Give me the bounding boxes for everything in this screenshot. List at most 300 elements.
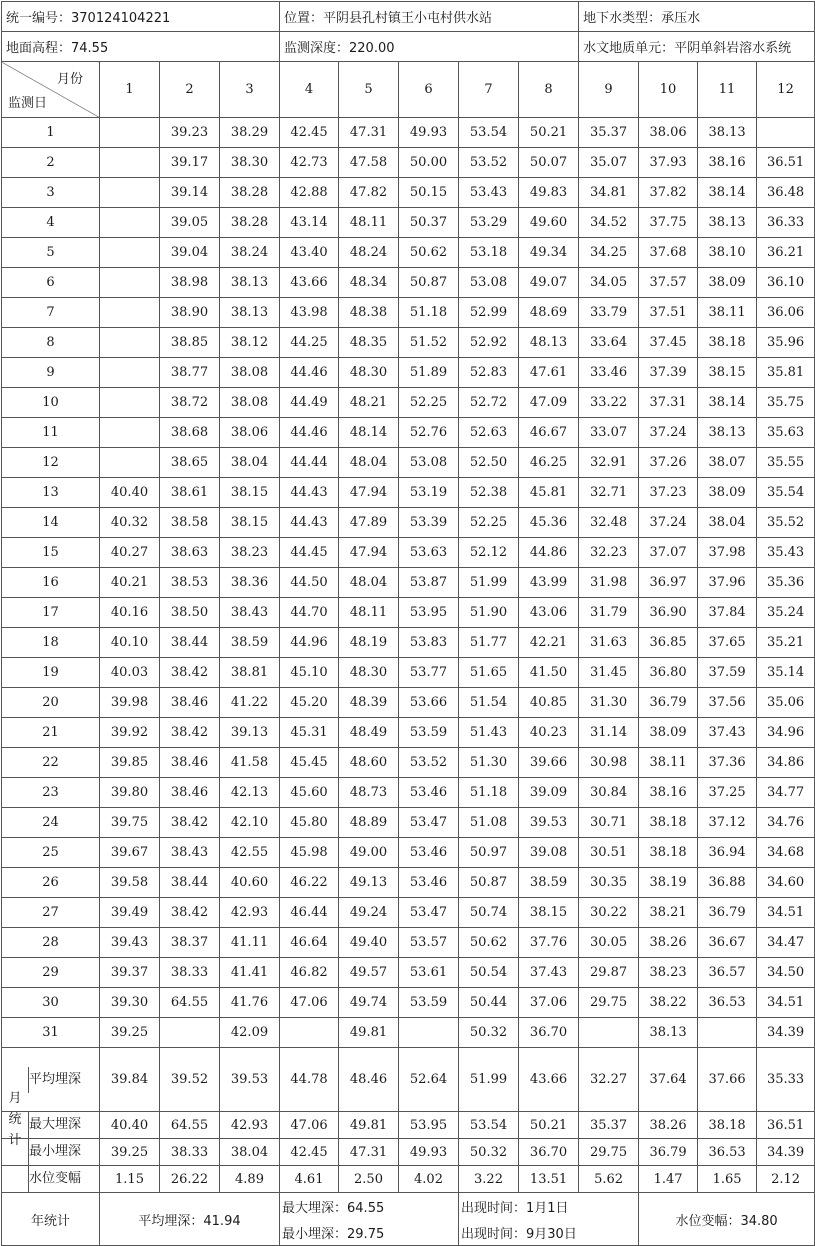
value-cell: 38.28 xyxy=(220,178,280,208)
value-cell: 51.18 xyxy=(459,778,519,808)
stat-value-cell: 42.45 xyxy=(280,1139,339,1166)
value-cell: 38.43 xyxy=(160,838,220,868)
value-cell xyxy=(100,118,160,148)
value-cell: 36.51 xyxy=(757,148,815,178)
value-cell: 35.75 xyxy=(757,388,815,418)
value-cell: 40.23 xyxy=(519,718,579,748)
value-cell: 50.74 xyxy=(459,898,519,928)
table-row xyxy=(2,508,815,538)
value-cell: 41.41 xyxy=(220,958,280,988)
value-cell: 53.39 xyxy=(399,508,459,538)
value-cell: 36.10 xyxy=(757,268,815,298)
value-cell: 48.89 xyxy=(339,808,399,838)
value-cell: 40.10 xyxy=(100,628,160,658)
stat-value-cell: 38.33 xyxy=(160,1139,220,1166)
value-cell: 36.57 xyxy=(698,958,757,988)
stat-label: 最小埋深 xyxy=(28,1139,99,1165)
value-cell: 38.13 xyxy=(698,418,757,448)
value-cell: 47.94 xyxy=(339,478,399,508)
station-id: 统一编号：370124104221 xyxy=(2,2,280,32)
stat-value-cell: 26.22 xyxy=(160,1166,220,1193)
value-cell: 31.30 xyxy=(579,688,639,718)
value-cell: 53.18 xyxy=(459,238,519,268)
value-cell xyxy=(100,358,160,388)
value-cell: 38.90 xyxy=(160,298,220,328)
table-row xyxy=(2,628,815,658)
value-cell: 37.75 xyxy=(639,208,698,238)
value-cell xyxy=(280,1018,339,1048)
stat-value-cell: 35.37 xyxy=(579,1112,639,1139)
stat-value-cell: 39.52 xyxy=(160,1048,220,1112)
value-cell: 48.04 xyxy=(339,568,399,598)
value-cell: 53.95 xyxy=(399,598,459,628)
value-cell: 53.52 xyxy=(459,148,519,178)
value-cell: 39.17 xyxy=(160,148,220,178)
value-cell: 35.07 xyxy=(579,148,639,178)
value-cell: 36.21 xyxy=(757,238,815,268)
value-cell: 48.69 xyxy=(519,298,579,328)
stat-value-cell: 2.50 xyxy=(339,1166,399,1193)
table-row xyxy=(2,178,815,208)
value-cell: 35.43 xyxy=(757,538,815,568)
stat-value-cell: 4.02 xyxy=(399,1166,459,1193)
value-cell: 40.27 xyxy=(100,538,160,568)
value-cell: 38.14 xyxy=(698,178,757,208)
value-cell: 38.04 xyxy=(698,508,757,538)
value-cell: 34.81 xyxy=(579,178,639,208)
stat-value-cell: 50.21 xyxy=(519,1112,579,1139)
value-cell: 52.12 xyxy=(459,538,519,568)
value-cell: 33.64 xyxy=(579,328,639,358)
value-cell: 45.10 xyxy=(280,658,339,688)
value-cell: 53.52 xyxy=(399,748,459,778)
value-cell: 47.31 xyxy=(339,118,399,148)
stat-value-cell: 47.06 xyxy=(280,1112,339,1139)
value-cell: 38.33 xyxy=(160,958,220,988)
day-cell: 28 xyxy=(2,928,100,958)
annual-min: 最小埋深：29.75 xyxy=(280,1219,459,1246)
value-cell: 35.06 xyxy=(757,688,815,718)
month-header: 3 xyxy=(220,62,280,118)
value-cell: 36.80 xyxy=(639,658,698,688)
value-cell: 38.06 xyxy=(220,418,280,448)
value-cell: 30.35 xyxy=(579,868,639,898)
value-cell: 50.62 xyxy=(399,238,459,268)
value-cell: 35.81 xyxy=(757,358,815,388)
value-cell: 31.45 xyxy=(579,658,639,688)
value-cell: 36.53 xyxy=(698,988,757,1018)
value-cell: 37.59 xyxy=(698,658,757,688)
value-cell: 53.63 xyxy=(399,538,459,568)
value-cell: 39.23 xyxy=(160,118,220,148)
value-cell: 37.96 xyxy=(698,568,757,598)
value-cell: 36.94 xyxy=(698,838,757,868)
value-cell: 41.22 xyxy=(220,688,280,718)
value-cell: 39.92 xyxy=(100,718,160,748)
value-cell: 47.61 xyxy=(519,358,579,388)
stat-value-cell: 5.62 xyxy=(579,1166,639,1193)
value-cell: 51.08 xyxy=(459,808,519,838)
value-cell: 42.10 xyxy=(220,808,280,838)
month-header: 1 xyxy=(100,62,160,118)
value-cell: 37.65 xyxy=(698,628,757,658)
ground-elevation: 地面高程：74.55 xyxy=(2,32,280,62)
stat-value-cell: 4.61 xyxy=(280,1166,339,1193)
day-cell: 12 xyxy=(2,448,100,478)
value-cell: 38.10 xyxy=(698,238,757,268)
value-cell: 53.46 xyxy=(399,838,459,868)
value-cell: 51.30 xyxy=(459,748,519,778)
value-cell xyxy=(160,1018,220,1048)
value-cell: 46.25 xyxy=(519,448,579,478)
value-cell: 40.21 xyxy=(100,568,160,598)
value-cell: 38.26 xyxy=(639,928,698,958)
value-cell: 48.30 xyxy=(339,358,399,388)
value-cell: 43.66 xyxy=(280,268,339,298)
value-cell: 53.54 xyxy=(459,118,519,148)
value-cell: 38.37 xyxy=(160,928,220,958)
value-cell: 38.44 xyxy=(160,628,220,658)
value-cell: 44.45 xyxy=(280,538,339,568)
value-cell: 53.83 xyxy=(399,628,459,658)
value-cell: 49.34 xyxy=(519,238,579,268)
value-cell: 42.93 xyxy=(220,898,280,928)
value-cell: 33.79 xyxy=(579,298,639,328)
day-cell: 21 xyxy=(2,718,100,748)
value-cell: 38.18 xyxy=(698,328,757,358)
corner-cell xyxy=(2,62,100,118)
value-cell: 48.21 xyxy=(339,388,399,418)
value-cell: 53.47 xyxy=(399,808,459,838)
value-cell: 38.22 xyxy=(639,988,698,1018)
value-cell: 37.39 xyxy=(639,358,698,388)
value-cell: 37.24 xyxy=(639,418,698,448)
value-cell xyxy=(579,1018,639,1048)
value-cell: 33.07 xyxy=(579,418,639,448)
value-cell: 45.80 xyxy=(280,808,339,838)
day-cell: 25 xyxy=(2,838,100,868)
table-row xyxy=(2,1018,815,1048)
month-axis-label: 月份 xyxy=(56,72,83,87)
value-cell: 43.06 xyxy=(519,598,579,628)
day-cell: 24 xyxy=(2,808,100,838)
value-cell: 32.71 xyxy=(579,478,639,508)
value-cell xyxy=(100,298,160,328)
groundwater-monitoring-table xyxy=(1,1,815,1246)
value-cell: 42.73 xyxy=(280,148,339,178)
value-cell: 50.54 xyxy=(459,958,519,988)
value-cell: 38.09 xyxy=(698,268,757,298)
stat-value-cell: 1.65 xyxy=(698,1166,757,1193)
value-cell: 45.81 xyxy=(519,478,579,508)
stat-value-cell: 13.51 xyxy=(519,1166,579,1193)
value-cell: 38.42 xyxy=(160,658,220,688)
value-cell: 38.09 xyxy=(698,478,757,508)
value-cell: 39.08 xyxy=(519,838,579,868)
value-cell: 38.06 xyxy=(639,118,698,148)
value-cell: 40.03 xyxy=(100,658,160,688)
table-row xyxy=(2,538,815,568)
stat-label: 平均埋深 xyxy=(28,1067,99,1093)
value-cell: 38.43 xyxy=(220,598,280,628)
stat-value-cell: 48.46 xyxy=(339,1048,399,1112)
value-cell: 34.47 xyxy=(757,928,815,958)
table-row xyxy=(2,568,815,598)
value-cell: 36.90 xyxy=(639,598,698,628)
value-cell: 34.86 xyxy=(757,748,815,778)
table-row xyxy=(2,748,815,778)
value-cell: 34.39 xyxy=(757,1018,815,1048)
day-cell: 22 xyxy=(2,748,100,778)
value-cell: 53.46 xyxy=(399,868,459,898)
value-cell xyxy=(757,118,815,148)
value-cell: 46.44 xyxy=(280,898,339,928)
value-cell: 38.77 xyxy=(160,358,220,388)
value-cell: 39.13 xyxy=(220,718,280,748)
value-cell: 52.76 xyxy=(399,418,459,448)
table-row xyxy=(2,868,815,898)
value-cell: 38.72 xyxy=(160,388,220,418)
value-cell: 41.50 xyxy=(519,658,579,688)
value-cell: 53.46 xyxy=(399,778,459,808)
month-header: 5 xyxy=(339,62,399,118)
stat-value-cell: 49.81 xyxy=(339,1112,399,1139)
value-cell: 44.86 xyxy=(519,538,579,568)
day-cell: 6 xyxy=(2,268,100,298)
table-row xyxy=(2,718,815,748)
value-cell: 49.07 xyxy=(519,268,579,298)
value-cell: 38.18 xyxy=(639,808,698,838)
value-cell: 30.05 xyxy=(579,928,639,958)
value-cell: 37.31 xyxy=(639,388,698,418)
value-cell: 53.43 xyxy=(459,178,519,208)
stat-value-cell: 35.33 xyxy=(757,1048,815,1112)
value-cell xyxy=(399,1018,459,1048)
monthly-stats-label: 月 统 计 xyxy=(8,1091,22,1148)
value-cell: 38.59 xyxy=(220,628,280,658)
value-cell: 49.40 xyxy=(339,928,399,958)
value-cell: 38.16 xyxy=(639,778,698,808)
value-cell: 51.99 xyxy=(459,568,519,598)
value-cell: 43.14 xyxy=(280,208,339,238)
stat-value-cell: 2.12 xyxy=(757,1166,815,1193)
value-cell: 38.24 xyxy=(220,238,280,268)
value-cell: 44.25 xyxy=(280,328,339,358)
value-cell: 38.13 xyxy=(220,268,280,298)
value-cell: 36.70 xyxy=(519,1018,579,1048)
table-row xyxy=(2,448,815,478)
value-cell: 39.85 xyxy=(100,748,160,778)
value-cell: 49.83 xyxy=(519,178,579,208)
day-cell: 1 xyxy=(2,118,100,148)
month-header: 11 xyxy=(698,62,757,118)
value-cell: 37.12 xyxy=(698,808,757,838)
annual-row-1 xyxy=(2,1193,815,1220)
value-cell: 38.29 xyxy=(220,118,280,148)
day-cell: 27 xyxy=(2,898,100,928)
value-cell xyxy=(100,418,160,448)
value-cell: 32.91 xyxy=(579,448,639,478)
value-cell: 34.51 xyxy=(757,988,815,1018)
value-cell: 53.66 xyxy=(399,688,459,718)
value-cell: 39.30 xyxy=(100,988,160,1018)
month-header: 4 xyxy=(280,62,339,118)
value-cell: 48.11 xyxy=(339,208,399,238)
value-cell: 39.37 xyxy=(100,958,160,988)
value-cell: 38.61 xyxy=(160,478,220,508)
value-cell: 38.13 xyxy=(698,118,757,148)
value-cell: 34.50 xyxy=(757,958,815,988)
stat-label-wrap xyxy=(2,1166,99,1192)
value-cell: 35.54 xyxy=(757,478,815,508)
value-cell: 53.87 xyxy=(399,568,459,598)
value-cell: 31.14 xyxy=(579,718,639,748)
table-row xyxy=(2,898,815,928)
value-cell: 38.14 xyxy=(698,388,757,418)
value-cell: 29.87 xyxy=(579,958,639,988)
value-cell: 38.58 xyxy=(160,508,220,538)
day-cell: 30 xyxy=(2,988,100,1018)
value-cell: 37.51 xyxy=(639,298,698,328)
value-cell: 42.09 xyxy=(220,1018,280,1048)
value-cell: 38.46 xyxy=(160,748,220,778)
value-cell: 48.49 xyxy=(339,718,399,748)
value-cell: 52.25 xyxy=(459,508,519,538)
value-cell: 53.19 xyxy=(399,478,459,508)
value-cell: 50.87 xyxy=(459,868,519,898)
value-cell: 37.82 xyxy=(639,178,698,208)
value-cell: 35.55 xyxy=(757,448,815,478)
value-cell: 42.88 xyxy=(280,178,339,208)
value-cell: 53.61 xyxy=(399,958,459,988)
value-cell xyxy=(100,238,160,268)
value-cell: 39.04 xyxy=(160,238,220,268)
value-cell: 39.66 xyxy=(519,748,579,778)
value-cell: 38.30 xyxy=(220,148,280,178)
value-cell: 38.04 xyxy=(220,448,280,478)
value-cell: 38.08 xyxy=(220,358,280,388)
table-row xyxy=(2,148,815,178)
value-cell: 50.87 xyxy=(399,268,459,298)
month-header: 7 xyxy=(459,62,519,118)
table-row xyxy=(2,808,815,838)
day-cell: 29 xyxy=(2,958,100,988)
stat-row xyxy=(2,1112,815,1139)
value-cell: 37.56 xyxy=(698,688,757,718)
value-cell: 45.36 xyxy=(519,508,579,538)
value-cell: 50.32 xyxy=(459,1018,519,1048)
stat-value-cell: 3.22 xyxy=(459,1166,519,1193)
value-cell: 37.68 xyxy=(639,238,698,268)
value-cell: 44.70 xyxy=(280,598,339,628)
day-cell: 19 xyxy=(2,658,100,688)
value-cell: 42.13 xyxy=(220,778,280,808)
stat-label: 水位变幅 xyxy=(28,1166,99,1192)
value-cell: 31.79 xyxy=(579,598,639,628)
value-cell: 33.46 xyxy=(579,358,639,388)
value-cell: 50.00 xyxy=(399,148,459,178)
value-cell: 40.85 xyxy=(519,688,579,718)
value-cell: 38.85 xyxy=(160,328,220,358)
value-cell: 49.00 xyxy=(339,838,399,868)
value-cell: 35.36 xyxy=(757,568,815,598)
value-cell: 35.24 xyxy=(757,598,815,628)
day-cell: 15 xyxy=(2,538,100,568)
value-cell: 45.98 xyxy=(280,838,339,868)
value-cell: 48.11 xyxy=(339,598,399,628)
header-row-1 xyxy=(2,2,815,32)
stat-row xyxy=(2,1048,815,1112)
value-cell: 35.21 xyxy=(757,628,815,658)
value-cell xyxy=(100,178,160,208)
table-row xyxy=(2,328,815,358)
value-cell: 34.51 xyxy=(757,898,815,928)
value-cell xyxy=(100,268,160,298)
value-cell: 34.52 xyxy=(579,208,639,238)
value-cell: 48.38 xyxy=(339,298,399,328)
value-cell: 41.76 xyxy=(220,988,280,1018)
stat-value-cell: 39.84 xyxy=(100,1048,160,1112)
value-cell: 38.11 xyxy=(639,748,698,778)
table-row xyxy=(2,778,815,808)
value-cell: 47.94 xyxy=(339,538,399,568)
value-cell: 37.93 xyxy=(639,148,698,178)
value-cell: 49.57 xyxy=(339,958,399,988)
value-cell: 43.99 xyxy=(519,568,579,598)
stat-value-cell: 51.99 xyxy=(459,1048,519,1112)
value-cell: 53.59 xyxy=(399,988,459,1018)
day-cell: 11 xyxy=(2,418,100,448)
value-cell: 44.96 xyxy=(280,628,339,658)
value-cell: 38.44 xyxy=(160,868,220,898)
value-cell: 34.96 xyxy=(757,718,815,748)
value-cell: 34.76 xyxy=(757,808,815,838)
value-cell: 46.22 xyxy=(280,868,339,898)
value-cell: 35.63 xyxy=(757,418,815,448)
value-cell: 37.24 xyxy=(639,508,698,538)
value-cell xyxy=(100,208,160,238)
value-cell: 46.67 xyxy=(519,418,579,448)
table-row xyxy=(2,988,815,1018)
value-cell: 48.35 xyxy=(339,328,399,358)
value-cell xyxy=(100,448,160,478)
month-header: 2 xyxy=(160,62,220,118)
value-cell: 36.79 xyxy=(698,898,757,928)
table-row xyxy=(2,208,815,238)
value-cell: 38.07 xyxy=(698,448,757,478)
stat-value-cell: 37.64 xyxy=(639,1048,698,1112)
value-cell: 39.43 xyxy=(100,928,160,958)
value-cell: 45.60 xyxy=(280,778,339,808)
stat-value-cell: 34.39 xyxy=(757,1139,815,1166)
value-cell: 49.93 xyxy=(399,118,459,148)
stat-value-cell: 36.53 xyxy=(698,1139,757,1166)
value-cell: 52.99 xyxy=(459,298,519,328)
stat-value-cell: 53.95 xyxy=(399,1112,459,1139)
value-cell: 49.13 xyxy=(339,868,399,898)
day-cell: 18 xyxy=(2,628,100,658)
stat-value-cell: 39.53 xyxy=(220,1048,280,1112)
stat-value-cell: 1.15 xyxy=(100,1166,160,1193)
value-cell: 51.77 xyxy=(459,628,519,658)
annual-average: 平均埋深：41.94 xyxy=(100,1193,280,1246)
value-cell: 30.51 xyxy=(579,838,639,868)
value-cell: 39.58 xyxy=(100,868,160,898)
value-cell: 36.97 xyxy=(639,568,698,598)
value-cell: 36.67 xyxy=(698,928,757,958)
value-cell: 50.07 xyxy=(519,148,579,178)
day-cell: 10 xyxy=(2,388,100,418)
